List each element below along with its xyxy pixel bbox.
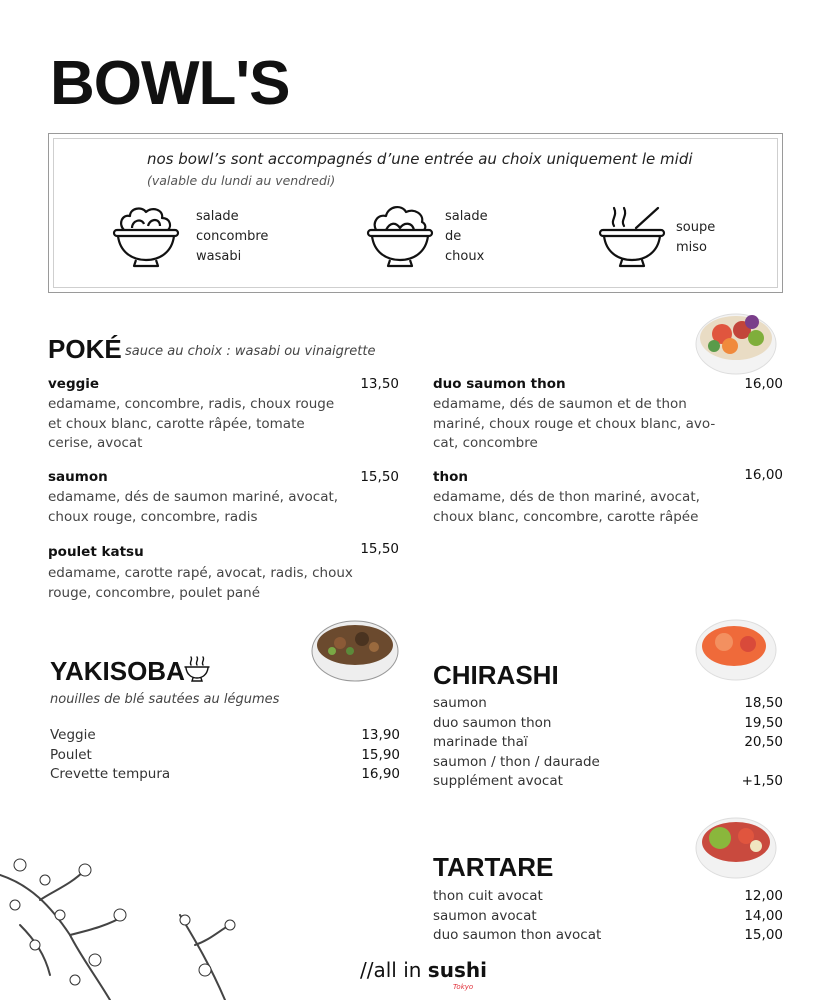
tartare-item-name: saumon avocat	[433, 907, 537, 924]
yakisoba-item-price: 15,90	[361, 746, 400, 763]
poke-item-price: 16,00	[744, 467, 783, 483]
poke-item-price: 13,50	[360, 376, 399, 392]
poke-item-price: 15,50	[360, 541, 399, 557]
cabbage-bowl-icon	[364, 200, 436, 270]
lunch-offer-text: nos bowl’s sont accompagnés d’une entrée au choix uniquement le midi	[147, 150, 693, 168]
yakisoba-bowl-photo	[310, 615, 400, 683]
lunch-offer-validity: (valable du lundi au vendredi)	[147, 173, 336, 188]
choice-3-line-2: miso	[676, 240, 708, 255]
yakisoba-item-name: Veggie	[50, 727, 96, 743]
poke-item-desc-line: mariné, choux rouge et choux blanc, avo-	[433, 415, 716, 432]
yakisoba-item-price: 16,90	[361, 766, 400, 782]
tartare-item-price: 12,00	[744, 888, 783, 904]
choice-1-line-3: wasabi	[196, 249, 242, 264]
chirashi-item-price: 20,50	[744, 734, 783, 750]
poke-item-price: 15,50	[360, 469, 399, 485]
logo-prefix: //all in	[360, 958, 428, 982]
poke-item-desc-line: et choux blanc, carotte râpée, tomate	[48, 415, 305, 432]
poke-item-name: thon	[433, 469, 468, 485]
choice-2-line-2: de	[445, 229, 462, 244]
chirashi-item-name: duo saumon thon	[433, 714, 552, 731]
yakisoba-item-name: Poulet	[50, 746, 92, 763]
poke-item-desc-line: edamame, dés de saumon mariné, avocat,	[48, 489, 339, 505]
yakisoba-item-name: Crevette tempura	[50, 766, 171, 782]
tartare-item-price: 15,00	[744, 927, 783, 943]
soup-bowl-icon	[596, 202, 668, 270]
poke-sauce-note: sauce au choix : wasabi ou vinaigrette	[125, 344, 376, 359]
yakisoba-note: nouilles de blé sautées au légumes	[50, 692, 280, 707]
choice-1-line-1: salade	[196, 209, 239, 224]
poke-item-desc-line: cerise, avocat	[48, 435, 143, 451]
page-title: BOWL'S	[50, 49, 290, 118]
chirashi-item-price: +1,50	[741, 773, 783, 789]
chirashi-title: CHIRASHI	[433, 660, 559, 690]
tartare-item-name: duo saumon thon avocat	[433, 927, 602, 943]
cherry-blossom-decoration	[0, 845, 250, 1000]
tartare-item-name: thon cuit avocat	[433, 888, 543, 904]
chirashi-item-price: 18,50	[744, 695, 783, 711]
noodle-bowl-icon	[183, 656, 211, 682]
poke-item-name: poulet katsu	[48, 544, 144, 560]
poke-item-desc-line: choux blanc, concombre, carotte râpée	[433, 508, 699, 525]
poke-title: POKÉ	[48, 334, 122, 364]
choice-2-line-1: salade	[445, 209, 488, 224]
logo-city: Tokyo	[453, 983, 474, 991]
tartare-item-price: 14,00	[744, 907, 783, 924]
poke-item-name: saumon	[48, 469, 108, 485]
chirashi-item-name: marinade thaï	[433, 734, 528, 750]
poke-item-price: 16,00	[744, 376, 783, 392]
tartare-bowl-photo	[694, 810, 778, 880]
poke-item-desc-line: edamame, carotte rapé, avocat, radis, choux	[48, 565, 353, 581]
poke-item-name: veggie	[48, 376, 100, 392]
chirashi-bowl-photo	[694, 614, 778, 682]
yakisoba-item-price: 13,90	[361, 727, 400, 743]
chirashi-item-name: saumon	[433, 695, 487, 711]
chirashi-item-price: 19,50	[744, 714, 783, 731]
poke-item-name: duo saumon thon	[433, 376, 566, 392]
brand-logo	[360, 958, 487, 982]
choice-3-line-1: soupe	[676, 220, 716, 235]
poke-item-desc-line: cat, concombre	[433, 435, 538, 451]
poke-item-desc-line: edamame, dés de saumon et de thon	[433, 396, 687, 412]
poke-item-desc-line: edamame, concombre, radis, choux rouge	[48, 396, 335, 412]
choice-2-line-3: choux	[445, 249, 485, 264]
poke-item-desc-line: edamame, dés de thon mariné, avocat,	[433, 489, 700, 505]
tartare-title: TARTARE	[433, 852, 554, 882]
poke-item-desc-line: choux rouge, concombre, radis	[48, 508, 258, 525]
choice-1-line-2: concombre	[196, 229, 269, 244]
chirashi-item-name: supplément avocat	[433, 773, 563, 789]
poke-item-desc-line: rouge, concombre, poulet pané	[48, 584, 261, 601]
chirashi-item-name: saumon / thon / daurade	[433, 753, 600, 770]
salad-bowl-icon	[110, 200, 182, 270]
yakisoba-title: YAKISOBA	[50, 656, 185, 686]
logo-brand: sushi	[427, 958, 487, 982]
poke-bowl-photo	[694, 304, 778, 376]
